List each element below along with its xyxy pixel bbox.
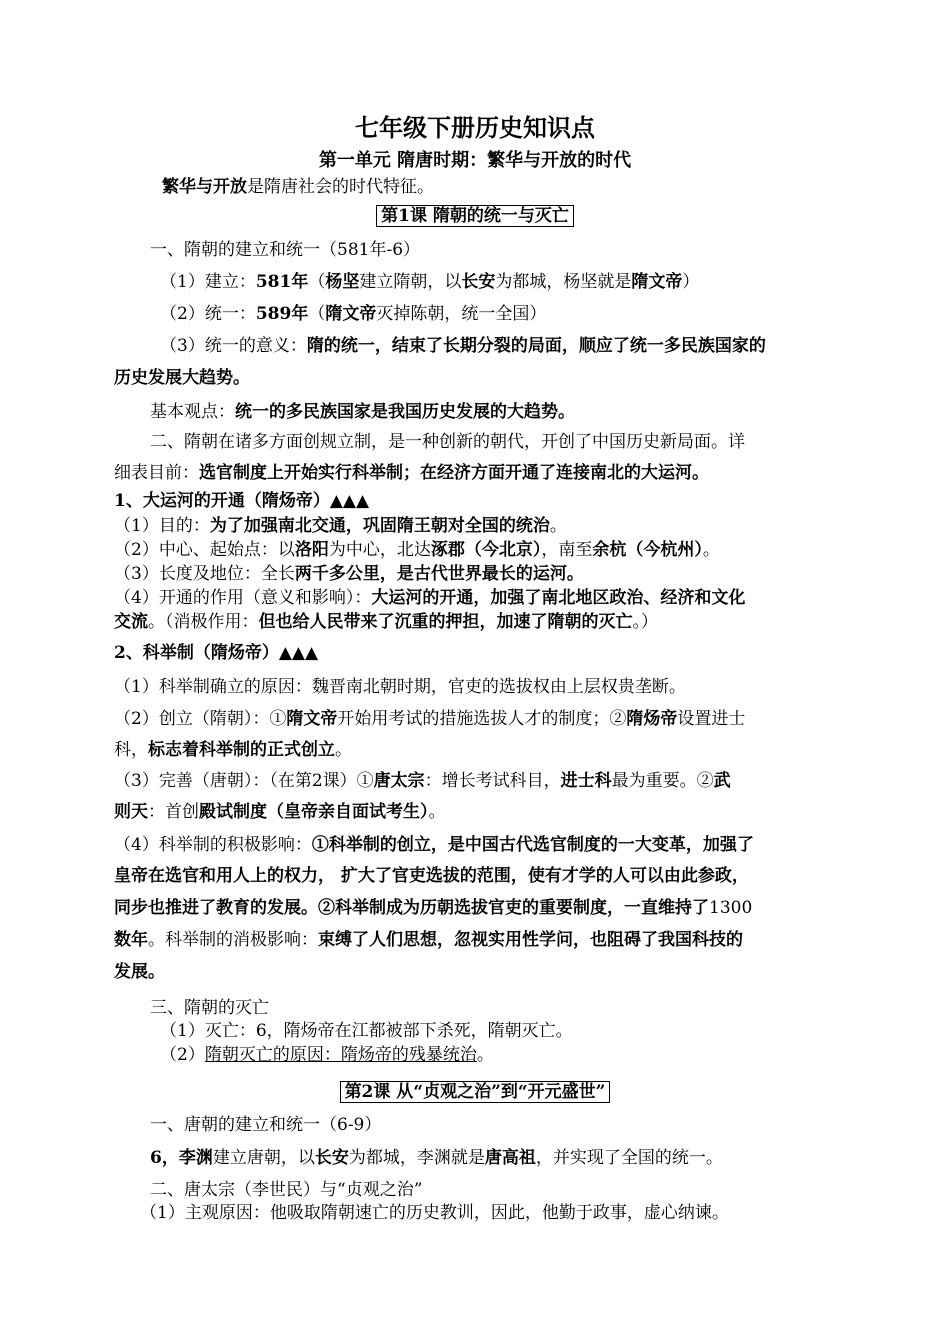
paragraph: 6，李渊建立唐朝，以长安为都城，李渊就是唐高祖，并实现了全国的统一。 — [150, 1148, 723, 1168]
paragraph: 科，标志着科举制的正式创立。 — [114, 740, 352, 760]
section-heading: 二、唐太宗（李世民）与“贞观之治” — [150, 1180, 423, 1200]
canal-heading: 1、大运河的开通（隋炀帝）▲▲▲ — [114, 491, 370, 511]
paragraph: 历史发展大趋势。 — [114, 368, 250, 388]
paragraph: （1）目的：为了加强南北交通，巩固隋王朝对全国的统治。 — [114, 516, 567, 536]
section-heading: 一、隋朝的建立和统一（581年-6） — [150, 240, 421, 260]
lesson1-heading-wrap — [0, 206, 950, 226]
paragraph: （2）创立（隋朝）：①隋文帝开始用考试的措施选拔人才的制度；②隋炀帝设置进士 — [114, 709, 746, 729]
paragraph: （1）建立：581年（杨坚建立隋朝，以长安为都城，杨坚就是隋文帝） — [160, 272, 700, 292]
paragraph: （1）主观原因：他吸取隋朝速亡的历史教训，因此，他勤于政事，虚心纳谏。 — [140, 1203, 729, 1223]
lesson2-heading-wrap — [0, 1082, 950, 1102]
paragraph: （4）科举制的积极影响：①科举制的创立，是中国古代选官制度的一大变革，加强了 — [114, 835, 754, 855]
paragraph: 交流。（消极作用：但也给人民带来了沉重的押担，加速了隋朝的灭亡。） — [114, 612, 658, 632]
section-heading: 三、隋朝的灭亡 — [150, 998, 269, 1018]
paragraph: 皇帝在选官和用人上的权力， 扩大了官吏选拔的范围，使有才学的人可以由此参政， — [114, 866, 749, 886]
paragraph: （2）隋朝灭亡的原因：隋炀帝的残暴统治。 — [160, 1045, 494, 1065]
paragraph: （3）完善（唐朝）：（在第2课）①唐太宗：增长考试科目，进士科最为重要。②武 — [114, 771, 731, 791]
paragraph: （1）灭亡：6，隋炀帝在江都被部下杀死，隋朝灭亡。 — [160, 1021, 573, 1041]
paragraph: 同步也推进了教育的发展。②科举制成为历朝选拔官吏的重要制度，一直维持了1300 — [114, 898, 753, 918]
paragraph: （2）中心、起始点：以洛阳为中心，北达涿郡（今北京），南至余杭（今杭州）。 — [114, 540, 720, 560]
paragraph: （3）统一的意义：隋的统一，结束了长期分裂的局面，顺应了统一多民族国家的 — [160, 336, 766, 356]
paragraph: 基本观点：统一的多民族国家是我国历史发展的大趋势。 — [150, 402, 575, 422]
paragraph: 数年。科举制的消极影响：束缚了人们思想，忽视实用性学问，也阻碍了我国科技的 — [114, 930, 743, 950]
page-title: 七年级下册历史知识点 — [355, 113, 595, 142]
paragraph: （2）统一：589年（隋文帝灭掉陈朝，统一全国） — [160, 304, 547, 324]
paragraph: 则天：首创殿试制度（皇帝亲自面试考生）。 — [114, 802, 446, 822]
lesson2-heading: 第2课 从“贞观之治”到“开元盛世” — [340, 1081, 611, 1103]
paragraph: （1）科举制确立的原因：魏晋南北朝时期，官吏的选拔权由上层权贵垄断。 — [114, 677, 686, 697]
section-heading: 一、唐朝的建立和统一（6-9） — [150, 1115, 382, 1135]
unit-title: 第一单元 隋唐时期：繁华与开放的时代 — [318, 150, 632, 171]
paragraph: 发展。 — [114, 962, 165, 982]
lesson1-heading: 第1课 隋朝的统一与灭亡 — [376, 205, 574, 227]
paragraph: 细表目前：选官制度上开始实行科举制；在经济方面开通了连接南北的大运河。 — [114, 463, 709, 483]
unit-intro: 繁华与开放是隋唐社会的时代特征。 — [162, 177, 434, 197]
keju-heading: 2、科举制（隋炀帝）▲▲▲ — [114, 643, 319, 663]
paragraph: （4）开通的作用（意义和影响）：大运河的开通，加强了南北地区政治、经济和文化 — [114, 588, 746, 608]
paragraph: （3）长度及地位：全长两千多公里，是古代世界最长的运河。 — [114, 564, 584, 584]
paragraph: 二、隋朝在诸多方面创规立制，是一种创新的朝代，开创了中国历史新局面。详 — [150, 432, 745, 452]
